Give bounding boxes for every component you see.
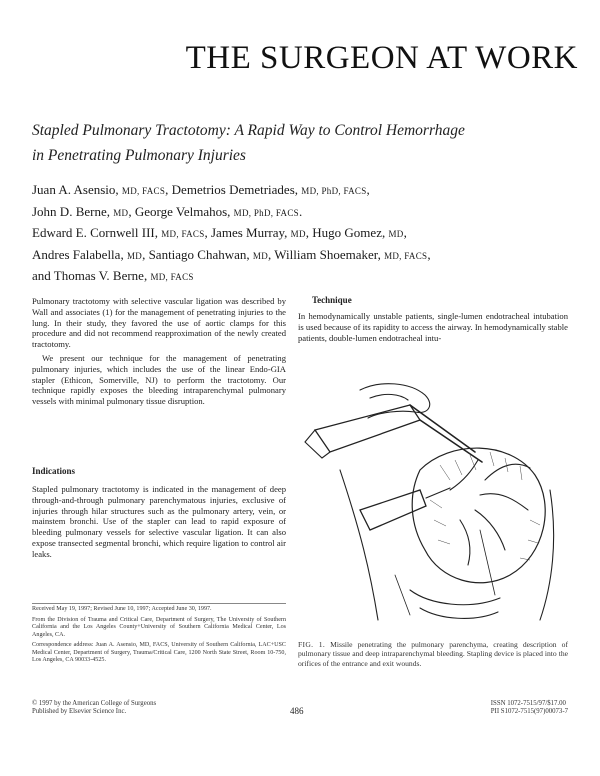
chest-outline-right: [540, 490, 554, 620]
author-degree: MD, FACS: [161, 229, 205, 239]
pointer-line: [480, 530, 495, 595]
author-separator: ,: [165, 182, 169, 197]
author-list: [32, 180, 577, 288]
author-separator: ,: [366, 182, 370, 197]
author-separator: ,: [268, 246, 272, 262]
author-name: George Velmahos: [134, 203, 228, 219]
surgical-illustration: [300, 370, 568, 638]
author-name: Hugo Gomez: [312, 225, 382, 240]
author-name: James Murray: [211, 225, 285, 240]
author-line: John D. Berne, MD, George Velmahos, MD, PhD, FACS.: [32, 203, 303, 219]
footer-right: [491, 700, 568, 717]
author-degree: MD, FACS: [150, 272, 194, 282]
notes-divider: [32, 603, 286, 604]
author-name: Andres Falabella: [32, 246, 121, 262]
retractor: [360, 490, 426, 530]
indications-heading: Indications: [32, 466, 76, 476]
intro-paragraph-1: Pulmonary tractotomy with selective vascular ligation was described by Wall and associates (1) for the management of penetrating injuries to the lung. In their study, they favored the use of aortic clamps for this procedure and did not recommend reapproximation of the newly created tractotomy.: [32, 296, 286, 350]
author-name: Edward E. Cornwell III: [32, 225, 155, 240]
author-line: and Thomas V. Berne, MD, FACS: [32, 268, 194, 283]
author-degree: MD: [252, 250, 269, 261]
author-name: Santiago Chahwan: [148, 246, 247, 262]
article-title: [32, 118, 562, 168]
author-degree: MD, PhD, FACS: [233, 207, 299, 218]
chest-outline: [340, 470, 378, 620]
author-line: Andres Falabella, MD, Santiago Chahwan, MD, William Shoemaker, MD, FACS,: [32, 246, 431, 262]
author-degree: MD: [126, 250, 143, 261]
technique-paragraph: In hemodynamically unstable patients, single-lumen endotracheal intubation is used because of its rapidity to access the airway. In hemodynamically stable patients, double-lumen endotracheal intu-: [298, 311, 568, 343]
diaphragm: [410, 590, 500, 605]
copyright-line: © 1997 by the American College of Surgeons: [32, 700, 157, 707]
author-name: and Thomas V. Berne: [32, 268, 144, 283]
pii-line: PII S1072-7515(97)00073-7: [490, 708, 568, 716]
publisher-line: Published by Elsevier Science Inc.: [32, 708, 127, 716]
author-separator: ,: [427, 246, 431, 262]
figure-caption-text: Missile penetrating the pulmonary parenchyma, creating description of pulmonary tissue and deep intraparenchymal bleeding. Stapling device is placed into the orifices of the entrance and exit wounds.: [298, 640, 568, 668]
hand: [360, 384, 430, 418]
indications-paragraph: Stapled pulmonary tractotomy is indicated in the management of deep through-and-through pulmonary parenchymatous injuries, exclusive of injuries through hilar structures such as the pulmonary artery, vein, or mainstem bronchi. Use of the stapler can lead to rapid exposure of bleeding pulmonary vessels for selective vascular ligation. It can also expose transected segmental bronchi, which require ligation to control air leaks.: [32, 484, 286, 559]
technique-heading: Technique: [312, 295, 352, 305]
article-title-line-2: in Penetrating Pulmonary Injuries: [32, 147, 246, 164]
author-name: John D. Berne: [32, 203, 107, 219]
author-separator: ,: [305, 225, 310, 240]
left-column: [32, 296, 286, 407]
article-notes: [32, 606, 286, 668]
author-separator: ,: [204, 225, 208, 240]
author-degree: MD, PhD, FACS: [301, 186, 367, 196]
author-line: Juan A. Asensio, MD, FACS, Demetrios Demetriades, MD, PhD, FACS,: [32, 182, 370, 197]
author-separator: ,: [128, 203, 132, 219]
author-name: William Shoemaker: [274, 246, 378, 262]
author-degree: MD: [388, 229, 404, 239]
author-separator: ,: [403, 225, 407, 240]
author-degree: MD, FACS: [121, 186, 166, 196]
author-degree: MD, FACS: [384, 250, 428, 261]
affiliation-note: From the Division of Trauma and Critical Care, Department of Surgery, The University of Southern California and the Los Angeles County+University of Southern California Medical Center, Los Angeles, CA.: [32, 616, 286, 638]
journal-section-title: THE SURGEON AT WORK: [185, 40, 578, 76]
author-name: Demetrios Demetriades: [171, 182, 295, 197]
received-note: Received May 19, 1997; Revised June 10, 1997; Accepted June 30, 1997.: [32, 606, 212, 612]
lung-outline: [412, 448, 545, 583]
footer-left: [32, 700, 156, 717]
stapler-device: [315, 405, 420, 452]
author-separator: .: [298, 203, 303, 219]
issn-line: ISSN 1072-7515/97/$17.00: [490, 700, 566, 707]
figure-label: FIG. 1.: [298, 640, 326, 649]
author-separator: ,: [142, 246, 146, 262]
figure-caption: [298, 640, 568, 668]
intro-paragraph-2: We present our technique for the management of penetrating pulmonary injuries, which includes the use of the linear Endo-GIA stapler (Ethicon, Somerville, NJ) to perform the tractotomy. Our technique rapidly exposes the bleeding intraparenchymal pulmonary vessels with minimal pulmonary tissue disruption.: [32, 352, 286, 407]
page-number: 486: [290, 706, 304, 716]
author-name: Juan A. Asensio: [32, 182, 116, 197]
author-degree: MD: [113, 207, 129, 218]
correspondence-note: Correspondence address: Juan A. Asensio, MD, FACS, University of Southern California, LAC+USC Medical Center, Department of Surgery, Trauma/Critical Care, 1200 North State Street, Room 10-750, Los Angeles, CA 90033-4525.: [32, 642, 286, 663]
author-degree: MD: [290, 229, 306, 239]
article-title-line-1: Stapled Pulmonary Tractotomy: A Rapid Way to Control Hemorrhage: [32, 122, 465, 139]
author-line: Edward E. Cornwell III, MD, FACS, James Murray, MD, Hugo Gomez, MD,: [32, 225, 407, 240]
